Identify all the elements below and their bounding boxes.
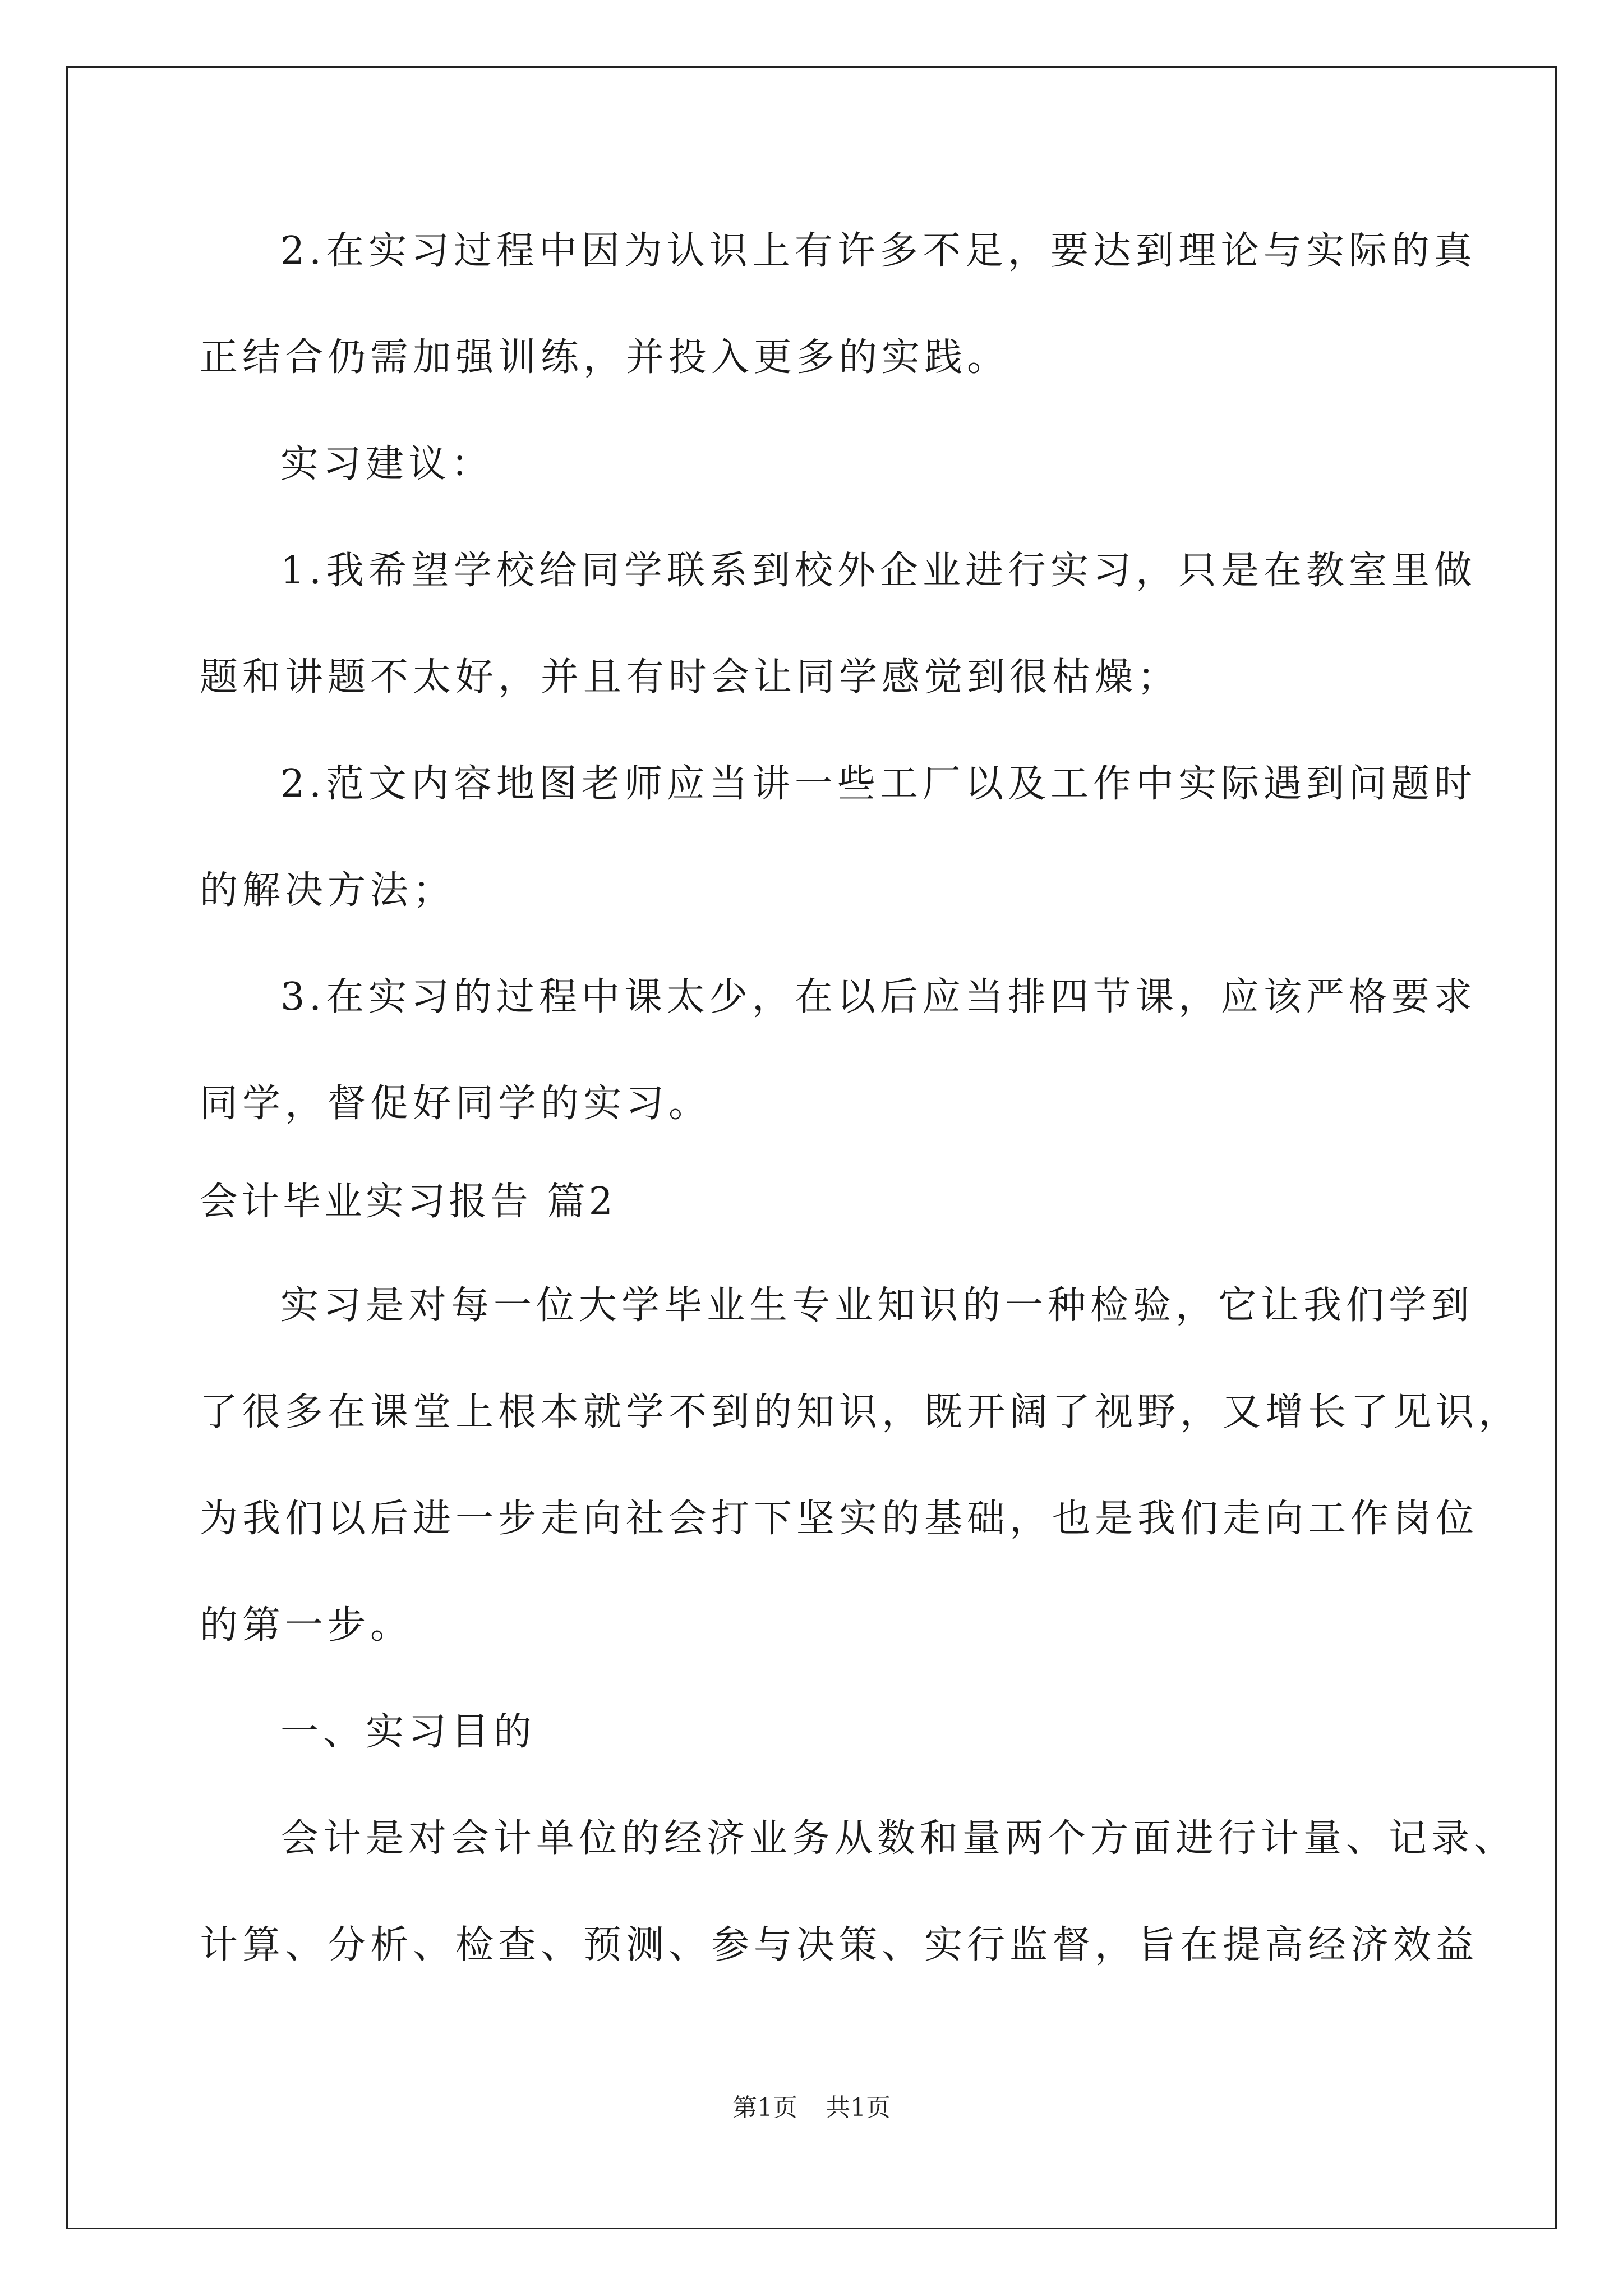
paragraph-line: 计算、分析、检查、预测、参与决策、实行监督，旨在提高经济效益 — [200, 1923, 1479, 1967]
paragraph-line: 为我们以后进一步走向社会打下坚实的基础，也是我们走向工作岗位 — [200, 1497, 1479, 1541]
page-footer — [0, 2091, 1623, 2125]
paragraph-line: 会计是对会计单位的经济业务从数和量两个方面进行计量、记录、 — [280, 1816, 1517, 1861]
subsection-heading: 一、实习目的 — [280, 1710, 537, 1754]
paragraph-line: 了很多在课堂上根本就学不到的知识，既开阔了视野，又增长了见识， — [200, 1390, 1521, 1434]
paragraph-line: 正结合仍需加强训练，并投入更多的实践。 — [200, 335, 1010, 380]
paragraph-line: 2.范文内容地图老师应当讲一些工厂以及工作中实际遇到问题时 — [280, 762, 1477, 806]
page-border — [66, 66, 1557, 2229]
paragraph-line: 同学，督促好同学的实习。 — [200, 1082, 712, 1126]
page-total: 共1页 — [826, 2093, 891, 2122]
paragraph-line: 实习是对每一位大学毕业生专业知识的一种检验，它让我们学到 — [280, 1283, 1474, 1328]
paragraph-line: 的解决方法； — [200, 868, 456, 913]
paragraph-line: 2.在实习过程中因为认识上有许多不足，要达到理论与实际的真 — [280, 229, 1477, 273]
paragraph-line: 题和讲题不太好，并且有时会让同学感觉到很枯燥； — [200, 655, 1181, 700]
paragraph-line: 3.在实习的过程中课太少，在以后应当排四节课，应该严格要求 — [280, 975, 1477, 1019]
section-heading: 会计毕业实习报告 篇2 — [200, 1180, 616, 1224]
page-number: 第1页 — [732, 2093, 797, 2122]
paragraph-line: 实习建议： — [280, 442, 494, 486]
paragraph-line: 的第一步。 — [200, 1603, 413, 1648]
paragraph-line: 1.我希望学校给同学联系到校外企业进行实习，只是在教室里做 — [280, 549, 1477, 593]
